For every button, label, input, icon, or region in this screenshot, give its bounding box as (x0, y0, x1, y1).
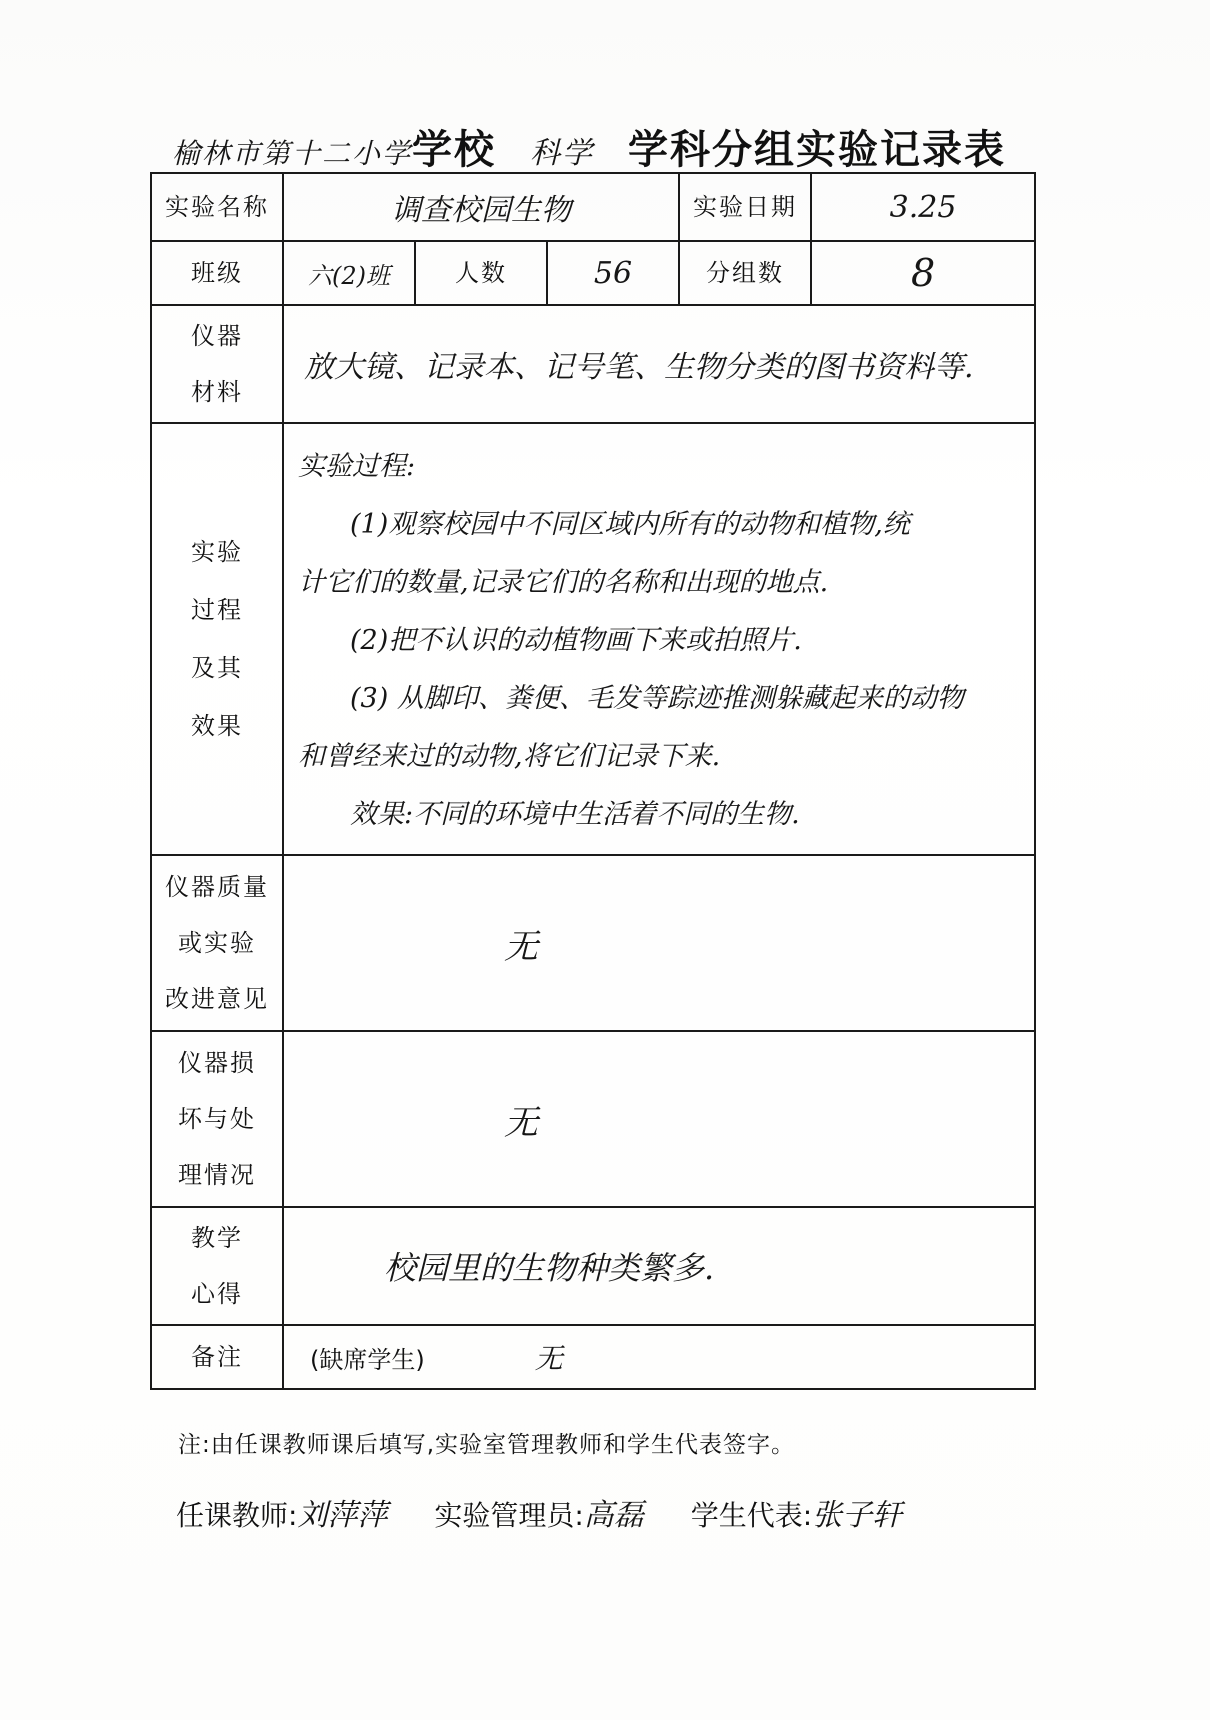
process-line: (3) 从脚印、粪便、毛发等踪迹推测躲藏起来的动物 (350, 683, 964, 714)
manager-label: 实验管理员: (434, 1499, 584, 1532)
damage-value: 无 (283, 1031, 1035, 1207)
process-value (283, 423, 1035, 855)
teacher-signature: 刘萍萍 (297, 1498, 388, 1533)
label-count: 人数 (415, 241, 547, 305)
process-line: (1)观察校园中不同区域内所有的动物和植物,统 (350, 509, 910, 540)
remark-cell (283, 1325, 1035, 1389)
label-remark: 备注 (151, 1325, 283, 1389)
label-quality: 仪器质量 或实验 改进意见 (151, 855, 283, 1031)
signature-row (176, 1490, 1036, 1534)
row-materials (151, 305, 1035, 423)
experiment-date-value: 3.25 (811, 173, 1035, 241)
record-table (150, 172, 1036, 1390)
groups-value: 8 (811, 241, 1035, 305)
experiment-name-value: 调查校园生物 (283, 173, 679, 241)
process-line: (2)把不认识的动植物画下来或拍照片. (350, 625, 802, 656)
page-title (172, 118, 1072, 178)
school-name-fill: 榆林市第十二小学 (172, 132, 412, 174)
label-materials: 仪器 材料 (151, 305, 283, 423)
remark-value: 无 (534, 1342, 563, 1375)
manager-signature: 高磊 (583, 1498, 644, 1533)
school-label: 学校 (412, 127, 497, 173)
count-value: 56 (547, 241, 679, 305)
label-experiment-date: 实验日期 (679, 173, 811, 241)
process-line: 和曾经来过的动物,将它们记录下来. (298, 741, 721, 772)
teacher-label: 任课教师: (176, 1499, 298, 1532)
materials-value: 放大镜、记录本、记号笔、生物分类的图书资料等. (283, 305, 1035, 423)
process-line: 实验过程: (298, 451, 416, 482)
label-teaching: 教学 心得 (151, 1207, 283, 1325)
teaching-value: 校园里的生物种类繁多. (283, 1207, 1035, 1325)
manager-signature-block (434, 1490, 643, 1534)
row-remark (151, 1325, 1035, 1389)
label-class: 班级 (151, 241, 283, 305)
label-process: 实验 过程 及其 效果 (151, 423, 283, 855)
footer-note: 注:由任课教师课后填写,实验室管理教师和学生代表签字。 (178, 1432, 796, 1458)
row-damage (151, 1031, 1035, 1207)
teacher-signature-block (176, 1490, 387, 1534)
class-value: 六(2)班 (283, 241, 415, 305)
absent-students-label: (缺席学生) (310, 1346, 425, 1374)
row-class (151, 241, 1035, 305)
row-name (151, 173, 1035, 241)
title-text: 学科分组实验记录表 (628, 127, 1007, 173)
label-groups: 分组数 (679, 241, 811, 305)
label-experiment-name: 实验名称 (151, 173, 283, 241)
process-line: 计它们的数量,记录它们的名称和出现的地点. (298, 567, 829, 598)
subject-fill: 科学 (502, 128, 622, 174)
row-process (151, 423, 1035, 855)
quality-value: 无 (283, 855, 1035, 1031)
student-label: 学生代表: (690, 1499, 813, 1532)
label-damage: 仪器损 坏与处 理情况 (151, 1031, 283, 1207)
student-signature-block (691, 1490, 902, 1534)
row-quality (151, 855, 1035, 1031)
row-teaching (151, 1207, 1035, 1325)
student-signature: 张子轩 (812, 1498, 903, 1533)
process-line: 效果:不同的环境中生活着不同的生物. (350, 799, 800, 830)
